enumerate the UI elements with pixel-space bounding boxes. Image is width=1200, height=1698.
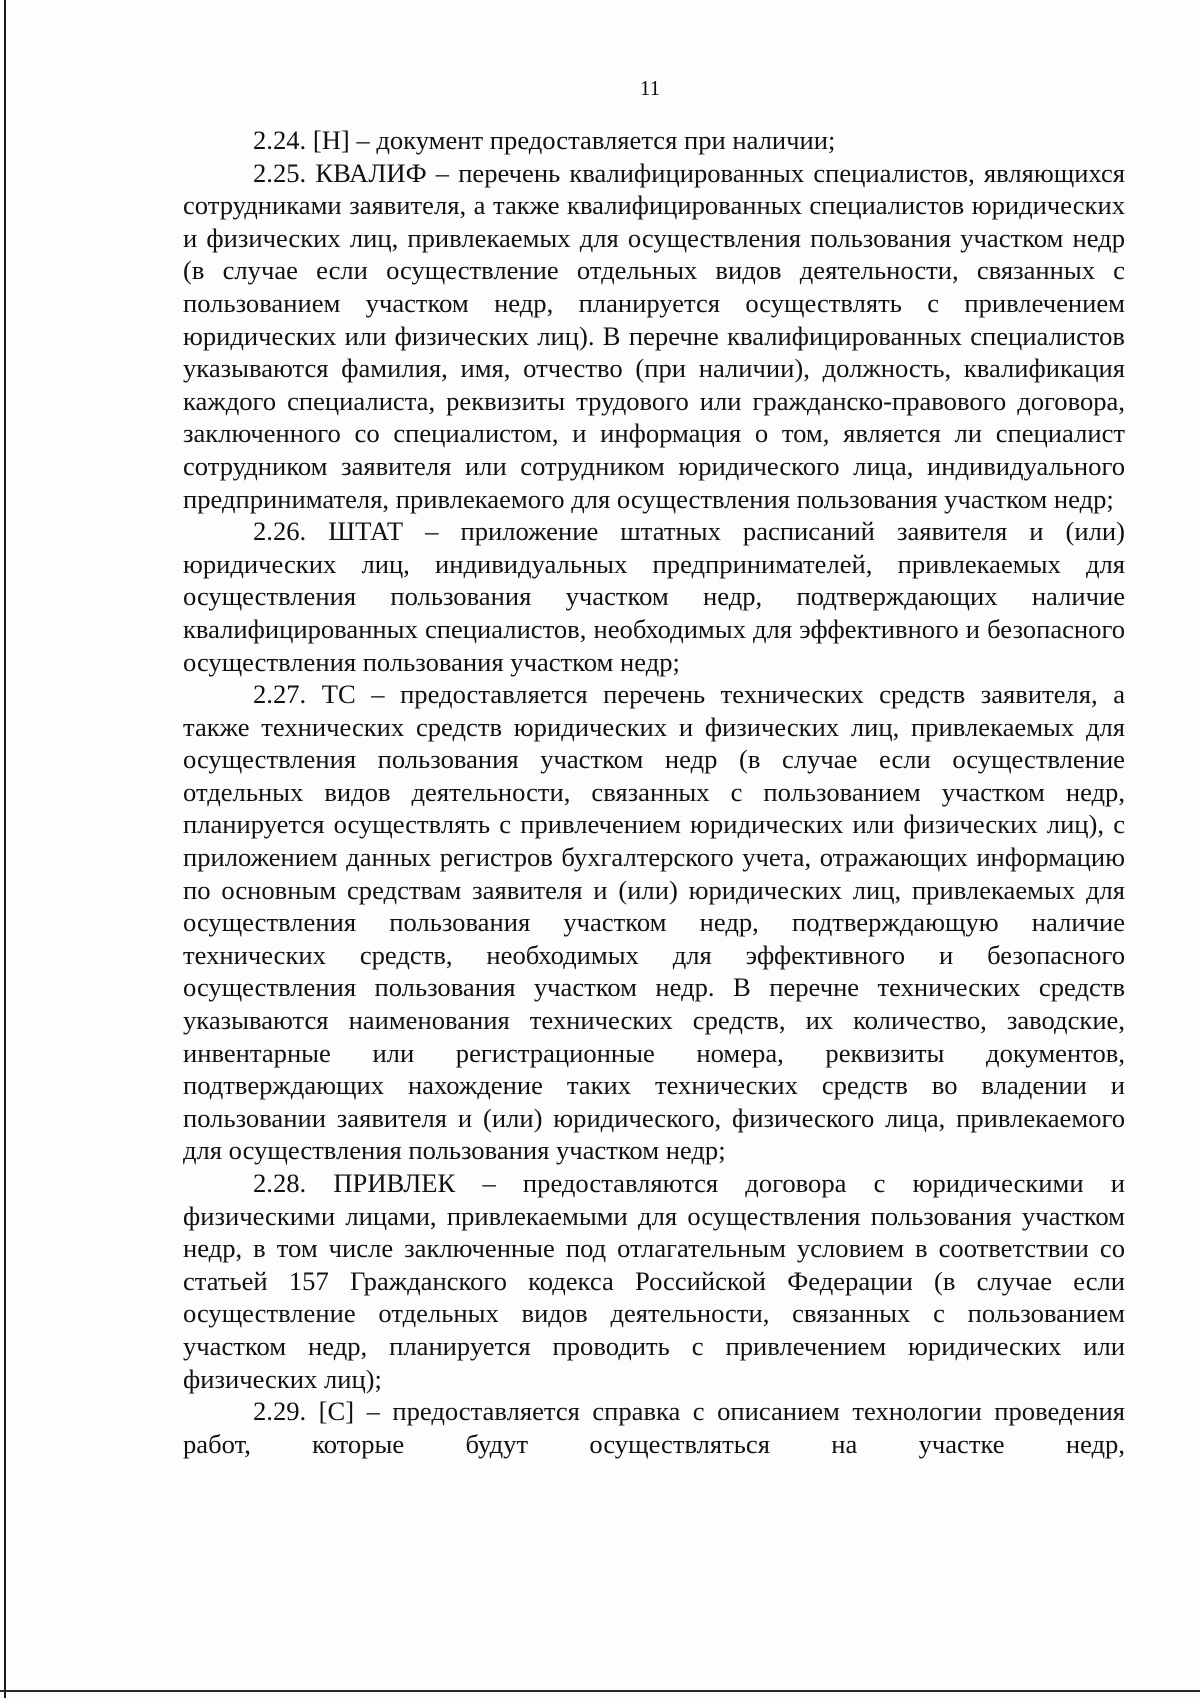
paragraph-2-24: 2.24. [Н] – документ предоставляется при наличии; xyxy=(253,125,836,155)
paragraph-2-28: 2.28. ПРИВЛЕК – предоставляются договора с юридическими и физическими лицами, привлекаемыми для осуществления пользования участком недр, в том числе заключенные под отлагательным условием в соответствии со статьей 157 Гражданского кодекса Российской Федерации (в случае если осуществление отдельных видов деятельности, связанных с пользованием участком недр, планируется проводить с привлечением юридических или физических лиц); xyxy=(183,1168,1125,1394)
paragraph-2-26: 2.26. ШТАТ – приложение штатных расписаний заявителя и (или) юридических лиц, индивидуальных предпринимателей, привлекаемых для осуществления пользования участком недр, подтверждающих наличие квалифицированных специалистов, необходимых для эффективного и безопасного осуществления пользования участком недр; xyxy=(183,516,1125,677)
page-number: 11 xyxy=(639,76,661,100)
paragraph-2-25: 2.25. КВАЛИФ – перечень квалифицированных специалистов, являющихся сотрудниками заявителя, а также квалифицированных специалистов юридических и физических лиц, привлекаемых для осуществления пользования участком недр (в случае если осуществление отдельных видов деятельности, связанных с пользованием участком недр, планируется осуществлять с привлечением юридических или физических лиц). В перечне квалифицированных специалистов указываются фамилия, имя, отчество (при наличии), должность, квалификация каждого специалиста, реквизиты трудового или гражданско-правового договора, заключенного со специалистом, и информация о том, является ли специалист сотрудником заявителя или сотрудником юридического лица, индивидуального предпринимателя, привлекаемого для осуществления пользования участком недр; xyxy=(183,157,1125,514)
paragraph-2-27: 2.27. ТС – предоставляется перечень технических средств заявителя, а также технических средств юридических и физических лиц, привлекаемых для осуществления пользования участком недр (в случае если осуществление отдельных видов деятельности, связанных с пользованием участком недр, планируется осуществлять с привлечением юридических или физических лиц), с приложением данных регистров бухгалтерского учета, отражающих информацию по основным средствам заявителя и (или) юридических лиц, привлекаемых для осуществления пользования участком недр, подтверждающую наличие технических средств, необходимых для эффективного и безопасного осуществления пользования участком недр. В перечне технических средств указываются наименования технических средств, их количество, заводские, инвентарные или регистрационные номера, реквизиты документов, подтверждающих нахождение таких технических средств во владении и пользовании заявителя и (или) юридического, физического лица, привлекаемого для осуществления пользования участком недр; xyxy=(183,679,1125,1166)
scan-edge-bottom xyxy=(0,1690,1200,1692)
document-body xyxy=(183,124,1125,1460)
paragraph-2-29: 2.29. [С] – предоставляется справка с описанием технологии проведения работ, которые будут осуществляться на участке недр, xyxy=(183,1396,1125,1459)
scan-edge-left xyxy=(4,0,6,1698)
